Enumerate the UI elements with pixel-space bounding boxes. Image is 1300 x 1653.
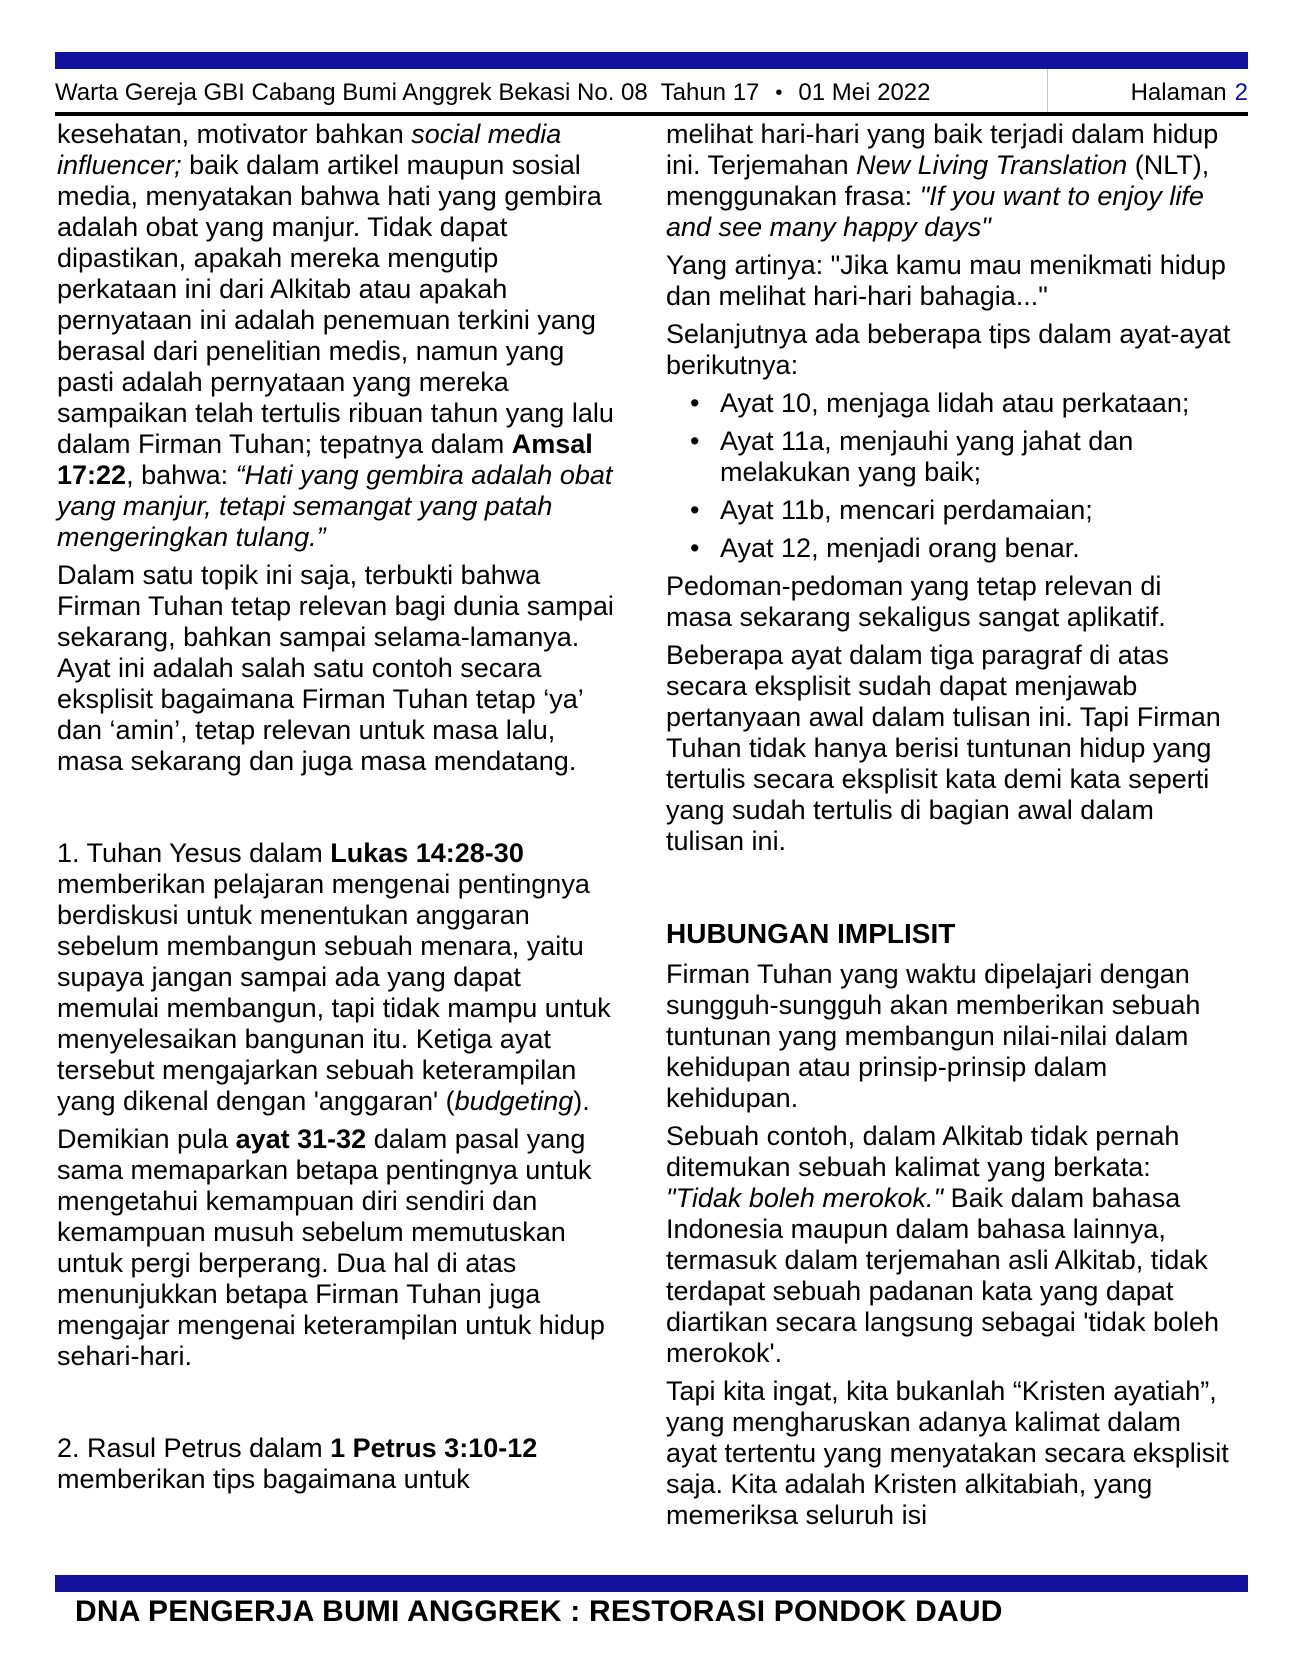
text-run: Selanjutnya ada beberapa tips dalam ayat-ayat berikutnya: (666, 319, 1231, 380)
text-run: Ayat 11b, mencari perdamaian; (720, 495, 1093, 525)
text-run-i: New Living Translation (856, 150, 1128, 180)
bullet-item-text (720, 495, 1231, 526)
right-column (666, 119, 1231, 1538)
text-run: , bahwa: (126, 460, 236, 490)
text-run: Baik dalam bahasa Indonesia maupun dalam bahasa lainnya, termasuk dalam terjemahan asli Alkitab, tidak terdapat sebuah padanan kata yang dapat diartikan secara langsung sebagai 'tidak boleh merokok'. (666, 1183, 1220, 1368)
section-heading (666, 918, 1231, 950)
text-run: dalam pasal yang sama memaparkan betapa pentingnya untuk mengetahui kemampuan diri sendiri dan kemampuan musuh sebelum memutuskan untuk pergi berperang. Dua hal di atas menunjukkan betapa Firman Tuhan juga mengajar mengenai keterampilan untuk hidup sehari-hari. (57, 1124, 605, 1371)
paragraph (666, 1376, 1231, 1531)
text-run: 1. Tuhan Yesus dalam (57, 838, 331, 868)
header-date: 01 Mei 2022 (798, 79, 931, 106)
paragraph (666, 250, 1231, 312)
text-run: Tapi kita ingat, kita bukanlah “Kristen ayatiah”, yang mengharuskan adanya kalimat dalam ayat tertentu yang menyatakan secara eksplisit saja. Kita adalah Kristen alkitabiah, yang memeriksa seluruh isi (666, 1376, 1229, 1530)
paragraph (57, 119, 622, 553)
bullet-item (666, 388, 1231, 419)
footer-banner: DNA PENGERJA BUMI ANGGREK : RESTORASI PONDOK DAUD (75, 1595, 1003, 1628)
text-run: HUBUNGAN IMPLISIT (666, 918, 956, 949)
paragraph (666, 319, 1231, 381)
bullet-item-text (720, 388, 1231, 419)
bullet-item (666, 533, 1231, 564)
page-header (55, 52, 1248, 116)
paragraph (57, 1124, 622, 1372)
text-run-b: 1 Petrus 3:10-12 (330, 1433, 538, 1463)
text-run-i: "Tidak boleh merokok." (666, 1183, 944, 1213)
text-run: Ayat 10, menjaga lidah atau perkataan; (720, 388, 1190, 418)
text-run: Sebuah contoh, dalam Alkitab tidak pernah ditemukan sebuah kalimat yang berkata: (666, 1121, 1180, 1182)
text-run: Dalam satu topik ini saja, terbukti bahwa Firman Tuhan tetap relevan bagi dunia sampai sekarang, bahkan sampai selama-lamanya. Ayat ini adalah salah satu contoh secara eksplisit bagaimana Firman Tuhan tetap ‘ya’ dan ‘amin’, tetap relevan untuk masa lalu, masa sekarang dan juga masa mendatang. (57, 560, 614, 776)
header-blue-bar (55, 52, 1248, 69)
text-run-b: ayat 31-32 (235, 1124, 367, 1154)
text-run-i: "If you want to enjoy life and see many happy days" (666, 181, 1204, 242)
text-run: (NLT), menggunakan frasa: (666, 150, 1210, 211)
text-run: Ayat 12, menjadi orang benar. (720, 533, 1080, 563)
bullet-icon: • (690, 495, 700, 525)
text-run: kesehatan, motivator bahkan (57, 119, 412, 149)
text-run: 2. Rasul Petrus dalam (57, 1433, 331, 1463)
header-page-indicator (1047, 69, 1248, 112)
text-run: Yang artinya: "Jika kamu mau menikmati hidup dan melihat hari-hari bahagia..." (666, 250, 1226, 311)
paragraph (666, 571, 1231, 633)
text-run: melihat hari-hari yang baik terjadi dalam hidup ini. Terjemahan (666, 119, 1219, 180)
section-gap (666, 864, 1231, 918)
header-issue-line: Warta Gereja GBI Cabang Bumi Anggrek Bekasi No. 08 Tahun 17 (55, 79, 760, 106)
bullet-icon: • (690, 388, 700, 418)
separator-bullet-icon: • (775, 82, 783, 104)
article-body (57, 119, 1231, 1538)
paragraph (57, 560, 622, 777)
paragraph (666, 959, 1231, 1114)
header-issue-info (55, 69, 1047, 112)
text-run-i: social media influencer; (57, 119, 562, 180)
text-run: Beberapa ayat dalam tiga paragraf di atas secara eksplisit sudah dapat menjawab pertanyaan awal dalam tulisan ini. Tapi Firman Tuhan tidak hanya berisi tuntunan hidup yang tertulis secara eksplisit kata demi kata seperti yang sudah tertulis di bagian awal dalam tulisan ini. (666, 640, 1221, 856)
text-run-i: budgeting (454, 1086, 574, 1116)
paragraph (666, 1121, 1231, 1369)
paragraph (666, 640, 1231, 857)
text-run: Ayat 11a, menjauhi yang jahat dan melakukan yang baik; (720, 426, 1134, 487)
bullet-icon: • (690, 533, 700, 563)
bullet-item-text (720, 533, 1231, 564)
left-column (57, 119, 622, 1538)
paragraph (57, 838, 622, 1117)
header-page-label: Halaman (1130, 79, 1227, 106)
text-run: Pedoman-pedoman yang tetap relevan di masa sekarang sekaligus sangat aplikatif. (666, 571, 1166, 632)
section-gap (57, 784, 622, 838)
footer-blue-bar (55, 1575, 1248, 1592)
bullet-icon: • (690, 426, 700, 456)
bullet-item (666, 495, 1231, 526)
header-page-number: 2 (1234, 79, 1248, 106)
bullet-item-text (720, 426, 1231, 488)
paragraph (57, 1433, 622, 1495)
header-rule (55, 112, 1248, 116)
text-run-i: “Hati yang gembira adalah obat yang manjur, tetapi semangat yang patah mengeringkan tulang.” (57, 460, 613, 552)
text-run: memberikan pelajaran mengenai pentingnya berdiskusi untuk menentukan anggaran sebelum membangun sebuah menara, yaitu supaya jangan sampai ada yang dapat memulai membangun, tapi tidak mampu untuk menyelesaikan bangunan itu. Ketiga ayat tersebut mengajarkan sebuah keterampilan yang dikenal dengan 'anggaran' ( (57, 869, 611, 1116)
text-run-b: Lukas 14:28-30 (330, 838, 524, 868)
bullet-item (666, 426, 1231, 488)
text-run-b: Amsal 17:22 (57, 429, 593, 490)
page-footer (55, 1575, 1248, 1629)
text-run: Firman Tuhan yang waktu dipelajari dengan sungguh-sungguh akan memberikan sebuah tuntunan yang membangun nilai-nilai dalam kehidupan atau prinsip-prinsip dalam kehidupan. (666, 959, 1201, 1113)
text-run: Demikian pula (57, 1124, 236, 1154)
text-run: ). (573, 1086, 590, 1116)
section-gap (57, 1379, 622, 1433)
paragraph (666, 119, 1231, 243)
text-run: memberikan tips bagaimana untuk (57, 1464, 470, 1494)
header-text-row (55, 69, 1248, 112)
text-run: baik dalam artikel maupun sosial media, menyatakan bahwa hati yang gembira adalah obat yang manjur. Tidak dapat dipastikan, apakah mereka mengutip perkataan ini dari Alkitab atau apakah pernyataan ini adalah penemuan terkini yang berasal dari penelitian medis, namun yang pasti adalah pernyataan yang mereka sampaikan telah tertulis ribuan tahun yang lalu dalam Firman Tuhan; tepatnya dalam (57, 150, 614, 459)
